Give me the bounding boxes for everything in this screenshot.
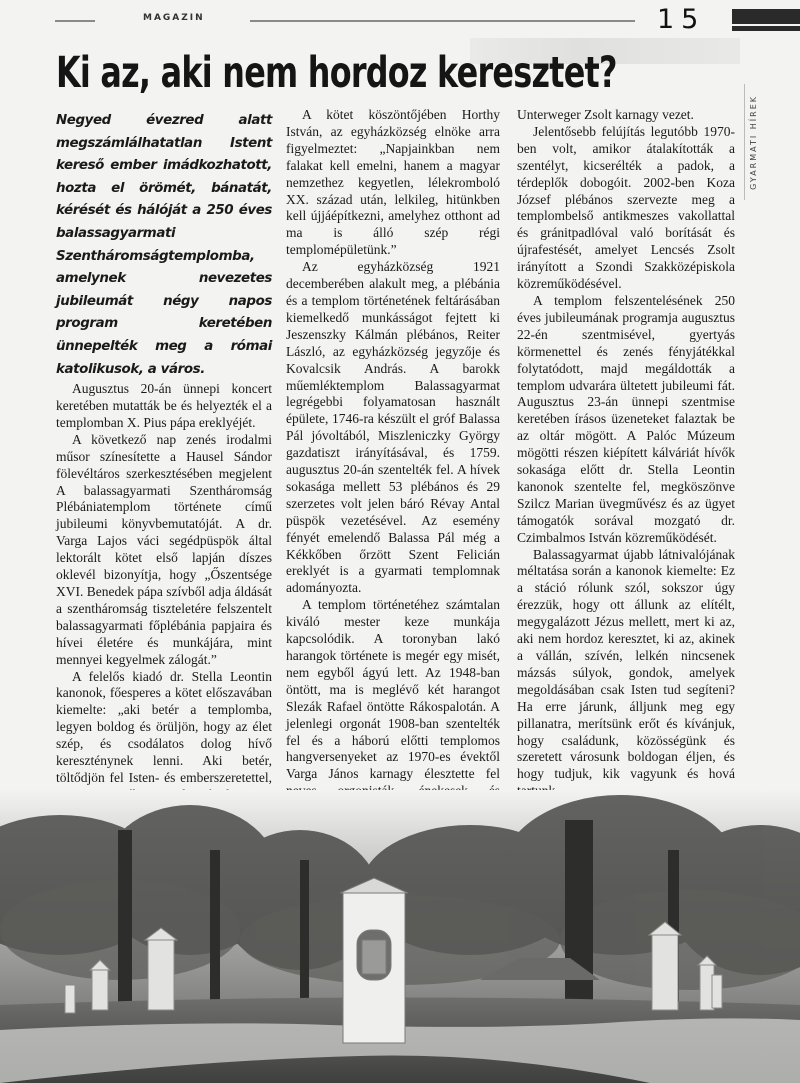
paragraph: A következő nap zenés irodalmi műsor színesítette a Hausel Sándor fölevéltáros szerkesztésében megjelent A balassagyarmati Szentháromság Plébániatemplom története című jubileumi könyvbemutatóját. A dr. Varga Lajos váci segédpüspök által lektorált kötet első lapján díszes oklevél bizonyítja, hogy „Őszentsége XVI. Benedek pápa szívből adja áldását a szentháromság tiszteletére felszentelt balassagyarmati főplébánia papjaira és hívei életére és munkájára, mint mennyei kegyelmek zálogát.” <box>56 431 272 667</box>
section-name: MAGAZIN <box>143 13 205 23</box>
paragraph: A templom történetéhez számtalan kiváló mester keze munkája kapcsolódik. A toronyban lakó harangok története is megér egy misét, nem egyből ágyú lett. Az 1948-ban öntött, ma is meglévő két harangot Slezák Rafael öntötte Rákospalotán. A jelenlegi orgonát 1908-ban szentelték fel és a háború előtti templomos hangversenyeket az 1970-es évektől Varga János karnagy élesztette fel <box>286 597 500 782</box>
column-2 <box>286 107 500 868</box>
calvary-photo-drawing <box>0 790 800 1083</box>
paragraph: Jelentősebb felújítás legutóbb 1970-ben volt, amikor átalakították a szentélyt, kicserélték a padok, a térdeplők dobogóit. 2002-ben Koza József plébános szervezte meg a templombelső antikmeszes vakollattal és gránitpadlóval való borítását és újrafestését, amelyet Lencsés Zsolt irányított a Szondi Szakközépiskola közreműködésével. <box>517 123 735 292</box>
article-lead: Negyed évezred alatt megszámlálhatatlan Istent kereső ember imádkozhatott, hozta el örömét, bánatát, kérését és hálóját a 250 éves balassagyarmati Szentháromságtemplomba, amelynek nevezetes jubileumát négy napos program keretében ünnepelték meg a római katolikusok, a város. <box>56 113 272 377</box>
paragraph: A templom felszentelésének 250 éves jubileumának programja augusztus 22-én szentmisével, gyertyás körmenettel és zenés fényjátékkal folytatódott, majd megáldották a templom udvarára ültetett jubileumi fát. Augusztus 23-án ünnepi szentmise keretében írásos üzeneteket falaztak be az oltár mögött. A Palóc Múzeum mögötti részen kiépített kálváriát hívők sokasága előtt dr. Stella Leontin kanonok szentelte fel, megköszönve Szilcz Marian üvegművész és az ügyet támogatók sorával mozgató dr. Czimbalmos István közreműködését. <box>517 292 735 545</box>
page-number: 15 <box>657 4 706 35</box>
side-section-label: GYARMATI HÍREK <box>748 94 758 190</box>
header-bar <box>732 9 800 31</box>
paragraph: Unterweger Zsolt karnagy vezet. <box>517 107 694 122</box>
paragraph: A felelős kiadó dr. Stella Leontin kanonok, főesperes a kötet előszavában kiemelte: „aki betér a templomba, legyen boldog és örüljön, hogy az élet szép, és csodálatos dolog hívő kereszténynek lenni. Aki betér, töltődjön fel Isten- és emberszeretettel, <box>56 668 272 785</box>
header-rule-right <box>250 20 635 22</box>
article-title: Ki az, aki nem hordoz keresztet? <box>56 48 617 98</box>
paragraph: Az egyházközség 1921 decemberében alakult meg, a plébánia és a templom történetének feltárásában kiemelkedő munkásságot fejtett ki Jeszenszky Kálmán plébános, Reiter László, az egyházközség jegyzője és Kovalcsik András. A barokk műemléktemplom Balassagyarmat legrégebbi folyamatosan használt épülete, 1746-ra készült el gróf Balassa Pál jóvoltából, Miszleniczky György gazdatiszt irányításával, és 1759. augusztus 20-án szentelték fel. A hívek sokasága mellett 53 plébános és 29 szerzetes volt jelen báró Révay Antal püspök vezetésével. Az esemény fényét emelendő Balassa Pál még a Kékkőben őrzött Szent Felicián ereklyét is a gyarmati templomnak adományozta. <box>286 259 500 596</box>
column-1 <box>56 110 272 871</box>
side-section-tab <box>744 84 761 200</box>
column-3 <box>517 107 735 800</box>
paragraph: Balassagyarmat újabb látnivalójának méltatása során a kanonok kiemelte: Ez a stáció rólunk szól, sokszor úgy érezzük, hogy ott állunk az elítélt, megygalázott Jézus mellett, mert ki az, aki nem hordoz keresztet, ki az, akinek a vállán, szívén, lelkén nincsenek mázsás súlyok, gondok, amelyek megoldásában csak Isten tud segíteni? Ha erre járunk, álljunk meg egy pillanatra, merítsünk erőt és kívánjuk, hogy családunk, közösségünk és szeretett városunk boldogan éljen, és hogy tudjuk, kik vagyunk és hová <box>517 546 735 782</box>
calvary-photo <box>0 790 800 1083</box>
paragraph: Augusztus 20-án ünnepi koncert keretében mutatták be és helyezték el a templomban X. Pius pápa ereklyéjét. <box>56 381 272 430</box>
paragraph: A kötet köszöntőjében Horthy István, az egyházközség elnöke arra figyelmeztet: „Napjainkban nem falakat kell emelni, hanem a magyar nemzethez kegyetlen, lélekromboló XX. század után, lelkileg, hitünkben kell újjáépítkezni, amelyhez otthont ad ma is álló szép régi templomépületünk.” <box>286 107 500 258</box>
header-rule-left <box>55 20 95 22</box>
